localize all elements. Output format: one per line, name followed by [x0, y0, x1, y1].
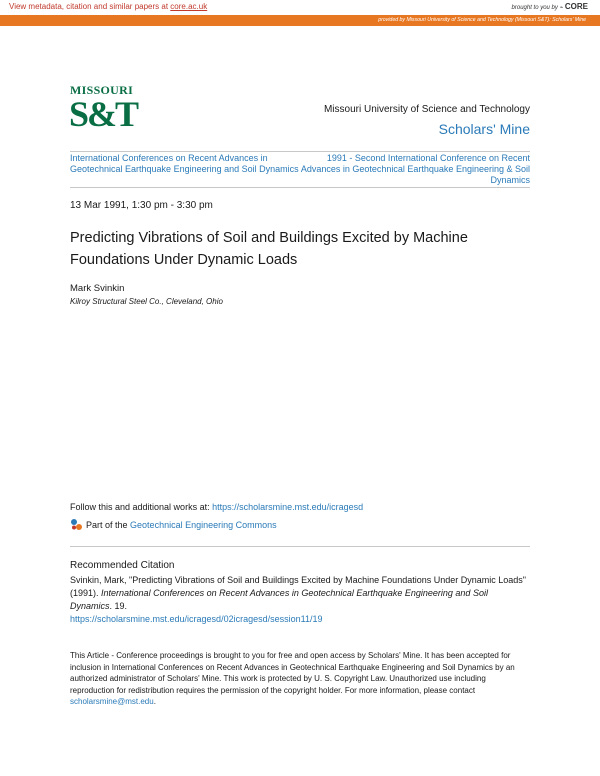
institution-name: Missouri University of Science and Technology	[323, 104, 530, 115]
logo-line2: S&T	[69, 94, 138, 134]
logo-line1: MISSOURI	[70, 83, 134, 97]
citation-journal: International Conferences on Recent Advances in Geotechnical Earthquake Engineering and Soil Dynamics	[70, 588, 488, 611]
core-bar	[0, 0, 600, 14]
missouri-st-logo[interactable]	[70, 83, 140, 138]
recommended-citation	[70, 574, 530, 626]
divider	[70, 546, 530, 547]
citation-text: Svinkin, Mark, "Predicting Vibrations of Soil and Buildings Excited by Machine Foundations Under Dynamic Loads" (1991).	[70, 575, 526, 598]
part-of-prefix: Part of the	[86, 519, 128, 530]
commons-network-icon	[70, 518, 83, 531]
access-notice	[70, 650, 530, 708]
commons-link[interactable]: Geotechnical Engineering Commons	[130, 519, 277, 530]
core-brand[interactable]	[512, 2, 588, 11]
follow-link[interactable]: https://scholarsmine.mst.edu/icragesd	[212, 502, 364, 512]
recommended-citation-heading: Recommended Citation	[70, 560, 175, 571]
divider	[70, 151, 530, 152]
event-date: 13 Mar 1991, 1:30 pm - 3:30 pm	[70, 200, 213, 211]
provided-by-banner	[0, 15, 600, 26]
author-name: Mark Svinkin	[70, 283, 125, 294]
provided-by-text: provided by Missouri University of Science and Technology (Missouri S&T): Scholars' Mine	[378, 17, 586, 23]
core-metadata-prefix: View metadata, citation and similar papers at	[9, 2, 171, 11]
core-metadata-text	[9, 2, 207, 11]
core-brand-label: CORE	[564, 2, 588, 11]
citation-suffix: . 19.	[109, 601, 128, 611]
citation-url[interactable]: https://scholarsmine.mst.edu/icragesd/02icragesd/session11/19	[70, 614, 323, 624]
repository-name[interactable]: Scholars' Mine	[438, 121, 530, 137]
contact-email-link[interactable]: scholarsmine@mst.edu	[70, 697, 154, 706]
core-link[interactable]: core.ac.uk	[170, 2, 208, 11]
notice-end: .	[153, 697, 156, 706]
divider	[70, 187, 530, 188]
notice-text: This Article - Conference proceedings is brought to you for free and open access by Scholars' Mine. It has been accepted for inclusion in International Conferences on Recent Advances in Geotechnical Earthquake Engineering and Soil Dynamics by an authorized administrator of Scholars' Mine. This work is protected by U. S. Copyright Law. Unauthorized use including reproduction for redistribution requires the permission of the copyright holder. For more information, please contact	[70, 651, 515, 695]
collection-link-right[interactable]: 1991 - Second International Conference on Recent Advances in Geotechnical Earthquake Engineering & Soil Dynamics	[300, 153, 530, 185]
follow-prefix: Follow this and additional works at:	[70, 502, 213, 512]
author-affiliation: Kilroy Structural Steel Co., Cleveland, Ohio	[70, 297, 223, 306]
core-brought-text: brought to you by	[511, 5, 558, 11]
paper-title: Predicting Vibrations of Soil and Buildings Excited by Machine Foundations Under Dynamic Loads	[70, 230, 468, 268]
part-of-line	[70, 518, 277, 531]
core-logo-icon: ⌁	[559, 5, 564, 11]
follow-line	[70, 502, 363, 512]
collection-link-left[interactable]: International Conferences on Recent Advances in Geotechnical Earthquake Engineering and Soil Dynamics	[70, 153, 299, 174]
